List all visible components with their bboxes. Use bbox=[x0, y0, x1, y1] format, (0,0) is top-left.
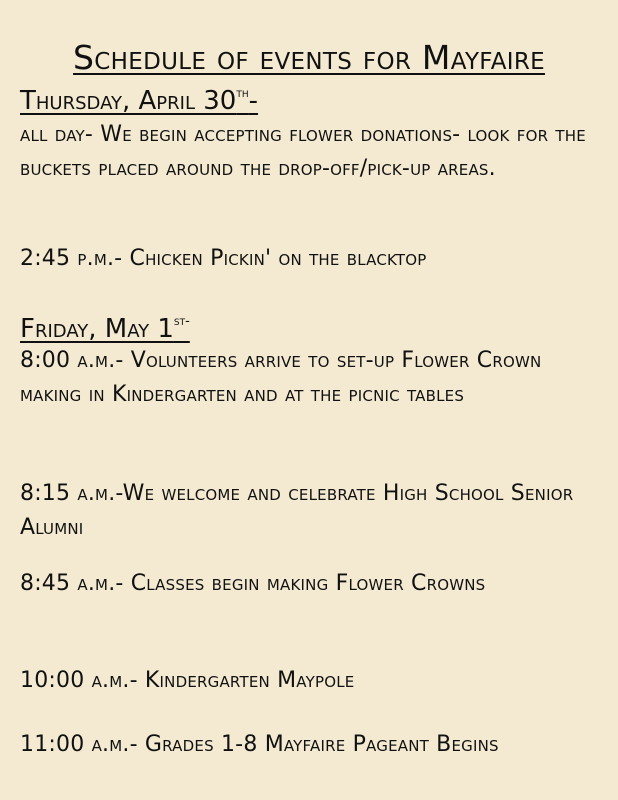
event-item: 11:00 a.m.- Grades 1-8 Mayfaire Pageant Begins bbox=[20, 732, 499, 757]
event-item: all day- We begin accepting flower donations- look for the buckets placed around the drop-off/pick-up areas. bbox=[20, 122, 586, 181]
day-heading-text: Friday, May 1 bbox=[20, 314, 174, 344]
day-heading-thursday bbox=[20, 85, 258, 117]
day-heading-suffix: - bbox=[248, 86, 258, 116]
day-heading-text: Thursday, April 30 bbox=[20, 86, 237, 116]
page-title: Schedule of events for Mayfaire bbox=[73, 38, 545, 77]
day-heading-friday bbox=[20, 313, 190, 345]
day-heading-superscript: st- bbox=[173, 314, 190, 329]
event-item: 8:45 a.m.- Classes begin making Flower Crowns bbox=[20, 571, 486, 596]
event-item: 8:00 a.m.- Volunteers arrive to set-up Flower Crown making in Kindergarten and at the picnic tables bbox=[20, 348, 542, 407]
event-item: 2:45 p.m.- Chicken Pickin' on the blacktop bbox=[20, 246, 427, 271]
event-item: 8:15 a.m.-We welcome and celebrate High School Senior Alumni bbox=[20, 481, 574, 540]
day-heading-superscript: th bbox=[236, 86, 249, 101]
event-item: 10:00 a.m.- Kindergarten Maypole bbox=[20, 668, 355, 693]
